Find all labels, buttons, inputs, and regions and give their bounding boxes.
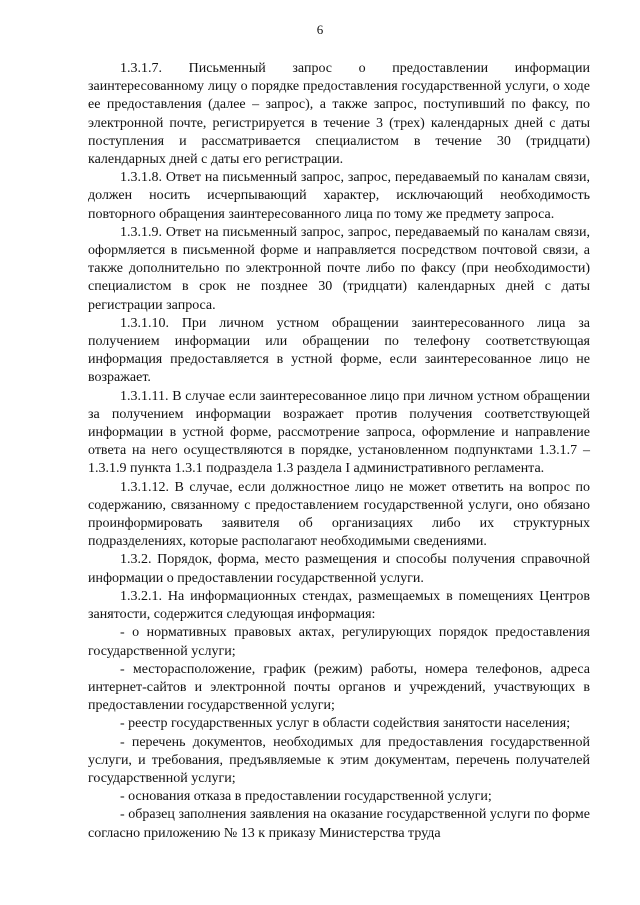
- list-item: - перечень документов, необходимых для предоставления государственной услуги, и требования, предъявляемые к этим документам, перечень получателей государственной услуги;: [88, 734, 590, 786]
- paragraph-1-3-1-11: 1.3.1.11. В случае если заинтересованное лицо при личном устном обращении за получением информации возражает против получения соответствующей информации в устной форме, рассмотрение запроса, оформление и направление ответа на него осуществляются в порядке, установленном подпунктами 1.3.1.7 – 1.3.1.9 пункта 1.3.1 подраздела 1.3 раздела I административного регламента.: [88, 388, 590, 477]
- list-item: - основания отказа в предоставлении государственной услуги;: [120, 789, 492, 805]
- list-item: - образец заполнения заявления на оказание государственной услуги по форме согласно приложению № 13 к приказу Министерства труда: [88, 807, 590, 841]
- paragraph-1-3-2-1: 1.3.2.1. На информационных стендах, размещаемых в помещениях Центров занятости, содержится следующая информация:: [88, 588, 590, 623]
- list-item: - реестр государственных услуг в области содействия занятости населения;: [120, 716, 571, 732]
- page-number: 6: [316, 22, 324, 37]
- paragraph-1-3-2: 1.3.2. Порядок, форма, место размещения и способы получения справочной информации о предоставлении государственной услуги.: [88, 552, 590, 586]
- paragraph-1-3-1-10: 1.3.1.10. При личном устном обращении заинтересованного лица за получением информации или обращении по телефону соответствующая информация предоставляется в устной форме, если заинтересованное лицо не возражает.: [88, 315, 590, 386]
- list-item: - о нормативных правовых актах, регулирующих порядок предоставления государственной услуги;: [88, 625, 590, 659]
- list-item: - месторасположение, график (режим) работы, номера телефонов, адреса интернет-сайтов и электронной почты органов и учреждений, участвующих в предоставлении государственной услуги;: [88, 661, 590, 714]
- paragraph-1-3-1-12: 1.3.1.12. В случае, если должностное лицо не может ответить на вопрос по содержанию, связанному с предоставлением государственной услуги, оно обязано проинформировать заявителя об организациях либо их структурных подразделениях, которые располагают необходимыми сведениями.: [88, 479, 590, 550]
- paragraph-1-3-1-9: 1.3.1.9. Ответ на письменный запрос, запрос, передаваемый по каналам связи, оформляется в письменной форме и направляется посредством почтовой связи, а также дополнительно по электронной почте либо по факсу (при необходимости) специалистом в срок не позднее 30 (тридцати) календарных дней с даты регистрации запроса.: [88, 224, 590, 313]
- document-body: [88, 60, 590, 843]
- paragraph-1-3-1-7: 1.3.1.7. Письменный запрос о предоставлении информации заинтересованному лицу о порядке предоставления государственной услуги, о ходе ее предоставления (далее – запрос), а также запрос, поступивший по факсу, по электронной почте, регистрируется в течение 3 (трех) календарных дней с даты поступления и рассматривается специалистом в течение 30 (тридцати) календарных дней с даты его регистрации.: [88, 61, 590, 168]
- paragraph-1-3-1-8: 1.3.1.8. Ответ на письменный запрос, запрос, передаваемый по каналам связи, должен носить исчерпывающий характер, исключающий необходимость повторного обращения заинтересованного лица по тому же предмету запроса.: [88, 170, 590, 222]
